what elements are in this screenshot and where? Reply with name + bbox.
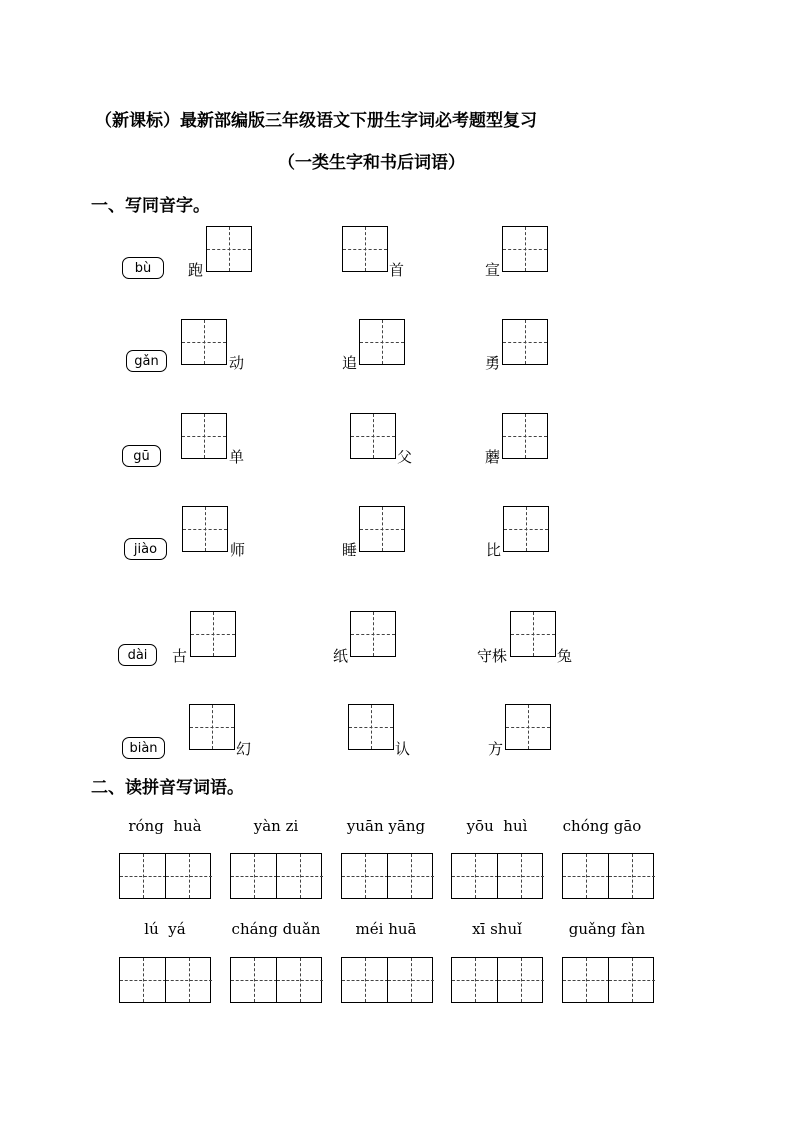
- word-writing-box[interactable]: [230, 957, 322, 1003]
- given-char: 师: [230, 541, 246, 559]
- writing-box[interactable]: [502, 319, 548, 365]
- section-heading-homophones: 一、写同音字。: [91, 196, 210, 216]
- given-char: 动: [229, 354, 245, 372]
- writing-box[interactable]: [350, 611, 396, 657]
- pinyin-badge: biàn: [122, 737, 165, 759]
- page-title: （新课标）最新部编版三年级语文下册生字词必考题型复习: [95, 111, 537, 131]
- pinyin-prompt: xī shuǐ: [472, 920, 522, 938]
- given-char: 勇: [485, 354, 501, 372]
- writing-box[interactable]: [359, 506, 405, 552]
- pinyin-badge: dài: [118, 644, 157, 666]
- writing-box[interactable]: [181, 319, 227, 365]
- writing-box[interactable]: [348, 704, 394, 750]
- given-char: 睡: [342, 541, 358, 559]
- word-writing-box[interactable]: [230, 853, 322, 899]
- writing-box[interactable]: [206, 226, 252, 272]
- given-char: 守株: [477, 647, 508, 665]
- word-writing-box[interactable]: [341, 957, 433, 1003]
- writing-box[interactable]: [350, 413, 396, 459]
- given-char: 比: [486, 541, 502, 559]
- page-subtitle: （一类生字和书后词语）: [278, 153, 465, 173]
- writing-box[interactable]: [502, 413, 548, 459]
- word-writing-box[interactable]: [562, 853, 654, 899]
- word-writing-box[interactable]: [119, 853, 211, 899]
- word-writing-box[interactable]: [562, 957, 654, 1003]
- pinyin-prompt: guǎng fàn: [568, 920, 646, 938]
- given-char: 跑: [188, 261, 204, 279]
- pinyin-prompt: chóng gāo: [562, 817, 642, 835]
- given-char: 认: [395, 740, 411, 758]
- given-char: 蘑: [485, 448, 501, 466]
- writing-box[interactable]: [189, 704, 235, 750]
- given-char: 纸: [333, 647, 349, 665]
- pinyin-badge: bù: [122, 257, 164, 279]
- given-char: 父: [397, 448, 413, 466]
- given-char: 宣: [485, 261, 501, 279]
- word-writing-box[interactable]: [341, 853, 433, 899]
- given-char: 方: [488, 740, 504, 758]
- writing-box[interactable]: [342, 226, 388, 272]
- writing-box[interactable]: [510, 611, 556, 657]
- given-char: 首: [389, 261, 405, 279]
- pinyin-badge: jiào: [124, 538, 167, 560]
- pinyin-prompt: róng huà: [128, 817, 202, 835]
- given-char: 追: [342, 354, 358, 372]
- writing-box[interactable]: [190, 611, 236, 657]
- writing-box[interactable]: [182, 506, 228, 552]
- word-writing-box[interactable]: [451, 853, 543, 899]
- pinyin-badge: gū: [122, 445, 161, 467]
- pinyin-prompt: yōu huì: [466, 817, 528, 835]
- pinyin-prompt: cháng duǎn: [231, 920, 321, 938]
- writing-box[interactable]: [359, 319, 405, 365]
- given-char: 单: [229, 448, 245, 466]
- pinyin-prompt: méi huā: [355, 920, 417, 938]
- writing-box[interactable]: [502, 226, 548, 272]
- word-writing-box[interactable]: [119, 957, 211, 1003]
- word-writing-box[interactable]: [451, 957, 543, 1003]
- given-char: 幻: [236, 740, 252, 758]
- pinyin-prompt: yuān yāng: [346, 817, 426, 835]
- pinyin-prompt: yàn zi: [253, 817, 299, 835]
- section-heading-pinyin-words: 二、读拼音写词语。: [91, 778, 244, 798]
- pinyin-badge: gǎn: [126, 350, 167, 372]
- given-char: 兔: [557, 647, 573, 665]
- writing-box[interactable]: [503, 506, 549, 552]
- writing-box[interactable]: [505, 704, 551, 750]
- given-char: 古: [172, 647, 188, 665]
- pinyin-prompt: lú yá: [144, 920, 186, 938]
- writing-box[interactable]: [181, 413, 227, 459]
